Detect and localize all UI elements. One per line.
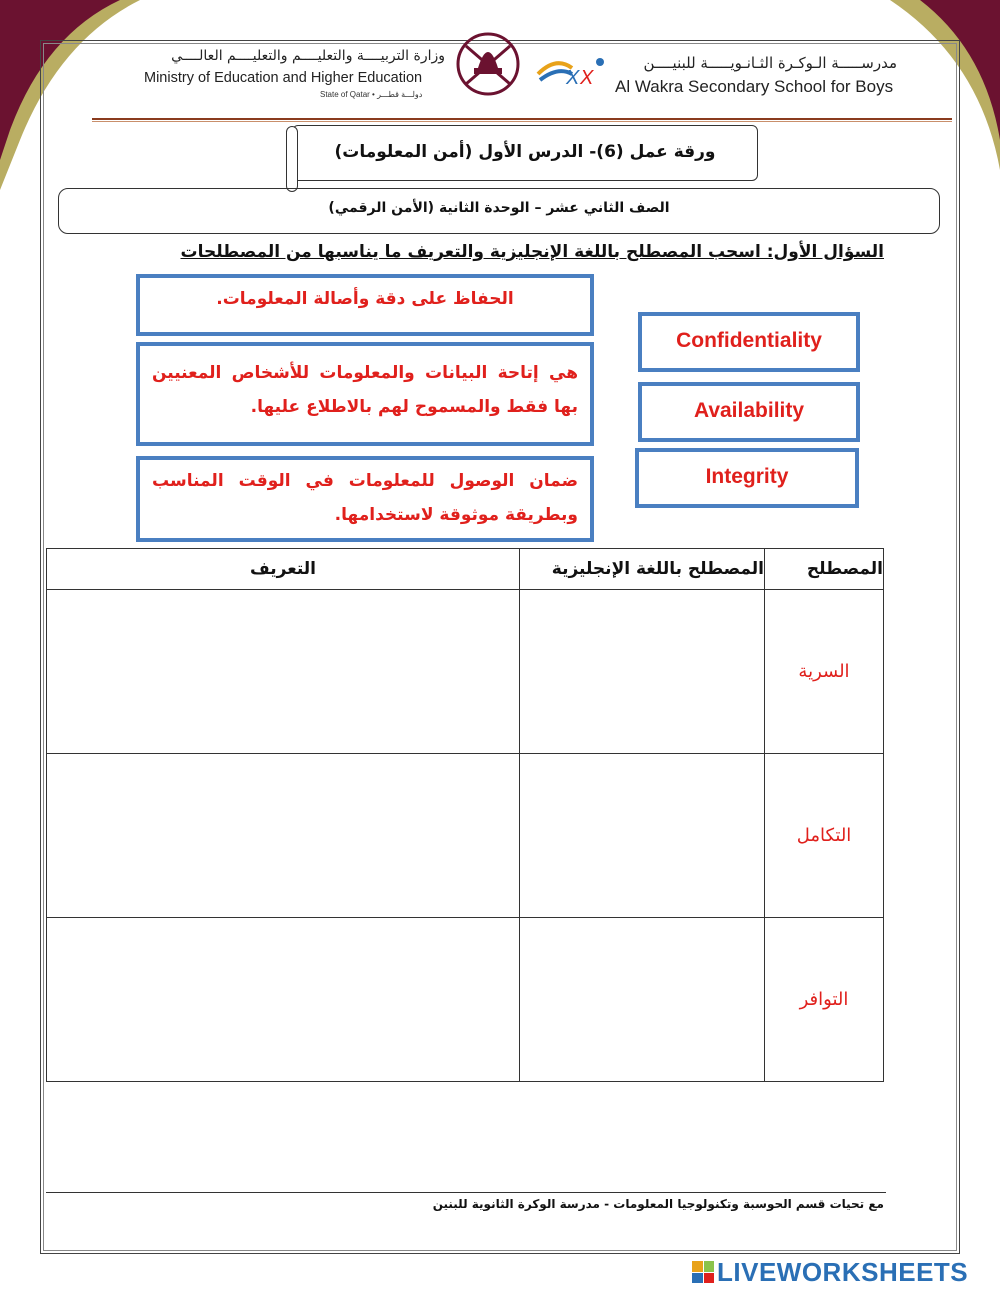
header-definition: التعريف <box>47 549 520 590</box>
draggable-term-availability[interactable]: Availability <box>638 382 860 442</box>
footer-credit: مع تحيات قسم الحوسبة وتكنولوجيا المعلومات - مدرسة الوكرة الثانوية للبنين <box>432 1197 884 1211</box>
drop-zone-english-term-1[interactable] <box>520 590 765 754</box>
school-name-arabic: مدرســـــة الـوكـرة الثـانـويـــــة للبنيــــن <box>643 54 897 72</box>
liveworksheets-logo <box>692 1258 968 1286</box>
row-term-confidentiality: السرية <box>765 590 884 754</box>
drop-zone-definition-2[interactable] <box>47 754 520 918</box>
header-divider <box>92 118 952 120</box>
header-divider-thin <box>92 121 952 122</box>
drop-zone-english-term-3[interactable] <box>520 918 765 1082</box>
school-name-english: Al Wakra Secondary School for Boys <box>615 77 894 96</box>
drop-zone-english-term-2[interactable] <box>520 754 765 918</box>
row-term-availability: التوافر <box>765 918 884 1082</box>
ministry-name-arabic: وزارة التربيــــة والتعليــــم والتعليــــم العالــــي <box>171 48 445 64</box>
table-header-row <box>47 549 884 590</box>
liveworksheets-grid-icon <box>692 1261 714 1283</box>
worksheet-title: ورقة عمل (6)- الدرس الأول (أمن المعلومات) <box>334 142 716 162</box>
draggable-term-confidentiality[interactable]: Confidentiality <box>638 312 860 372</box>
answer-table <box>46 548 884 1082</box>
svg-text:X: X <box>580 67 594 89</box>
svg-text:X: X <box>566 67 580 89</box>
table-row <box>47 754 884 918</box>
table-row <box>47 918 884 1082</box>
drop-zone-definition-1[interactable] <box>47 590 520 754</box>
qatar-emblem-icon <box>452 28 524 100</box>
draggable-definition-3[interactable]: ضمان الوصول للمعلومات في الوقت المناسب وبطريقة موثوقة لاستخدامها. <box>136 456 594 542</box>
draggable-definition-1[interactable]: الحفاظ على دقة وأصالة المعلومات. <box>136 274 594 336</box>
header-english-term: المصطلح باللغة الإنجليزية <box>520 549 765 590</box>
header-term: المصطلح <box>765 549 884 590</box>
drop-zone-definition-3[interactable] <box>47 918 520 1082</box>
school-logo-icon <box>536 52 608 92</box>
unit-line: الصف الثاني عشر – الوحدة الثانية (الأمن الرقمي) <box>328 200 670 216</box>
draggable-definition-2[interactable]: هي إتاحة البيانات والمعلومات للأشخاص المعنيين بها فقط والمسموح لهم بالاطلاع عليها. <box>136 342 594 446</box>
table-row <box>47 590 884 754</box>
liveworksheets-brand: LIVEWORKSHEETS <box>717 1256 969 1287</box>
footer-divider <box>46 1192 886 1193</box>
ministry-name-english: Ministry of Education and Higher Education <box>144 70 423 86</box>
state-of-qatar-label: State of Qatar • دولـــة قطـــر <box>320 90 423 99</box>
question-prompt: السؤال الأول: اسحب المصطلح باللغة الإنجليزية والتعريف ما يناسبها من المصطلحات <box>180 242 884 262</box>
draggable-term-integrity[interactable]: Integrity <box>635 448 859 508</box>
row-term-integrity: التكامل <box>765 754 884 918</box>
